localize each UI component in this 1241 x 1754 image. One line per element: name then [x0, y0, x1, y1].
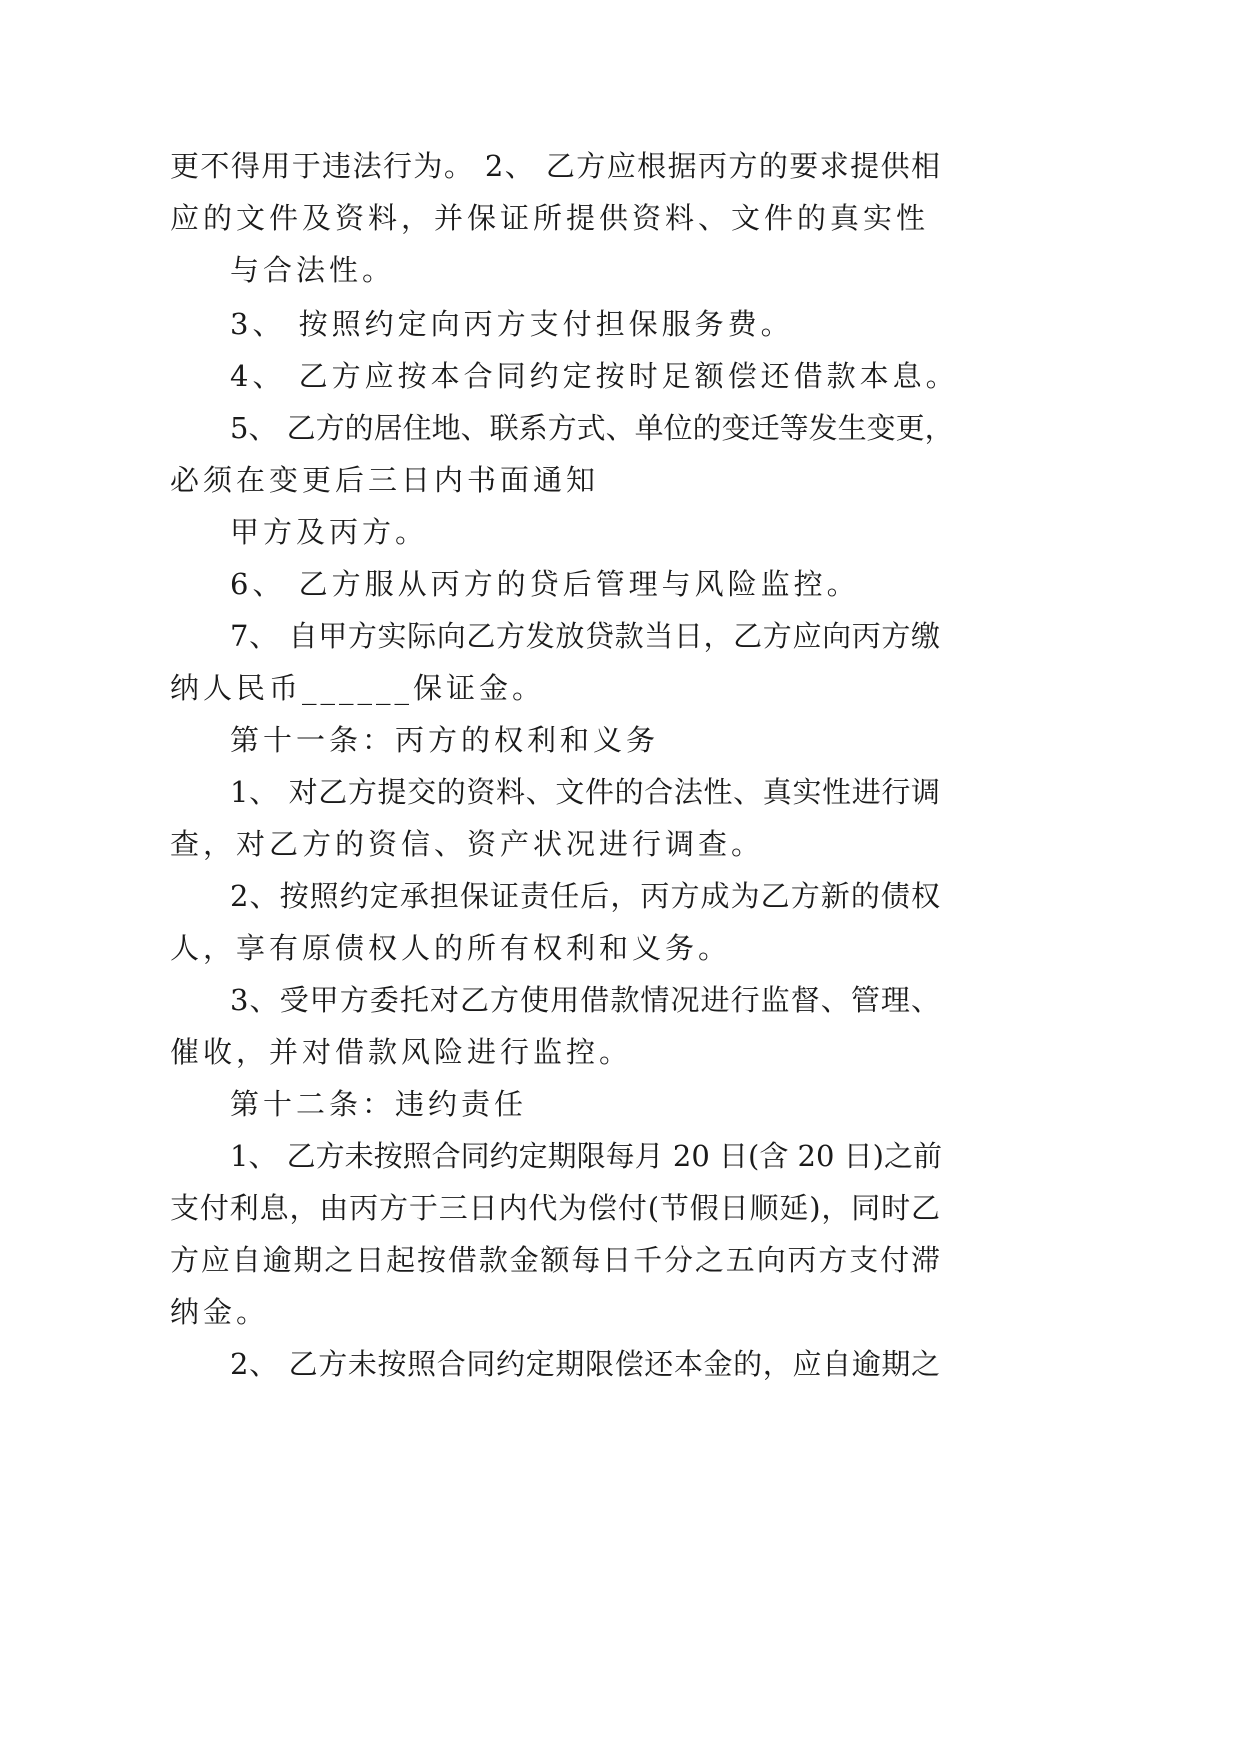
- text-line: 与合法性。: [230, 253, 396, 287]
- text-line: 支付利息，由丙方于三日内代为偿付(节假日顺延)，同时乙: [170, 1191, 940, 1225]
- list-item: 2、按照约定承担保证责任后，丙方成为乙方新的债权: [230, 879, 940, 913]
- section-heading: 第十二条：违约责任: [230, 1087, 528, 1121]
- list-item: 1、 对乙方提交的资料、文件的合法性、真实性进行调: [230, 775, 940, 809]
- text-line: 查，对乙方的资信、资产状况进行调查。: [170, 827, 765, 861]
- list-item: 1、 乙方未按照合同约定期限每月 20 日(含 20 日)之前: [230, 1139, 942, 1173]
- text-line: 必须在变更后三日内书面通知: [170, 463, 600, 497]
- text-line: 人，享有原债权人的所有权利和义务。: [170, 931, 732, 965]
- list-item: 3、受甲方委托对乙方使用借款情况进行监督、管理、: [230, 983, 940, 1017]
- text-line: 催收，并对借款风险进行监控。: [170, 1035, 633, 1069]
- list-item: 3、 按照约定向丙方支付担保服务费。: [230, 307, 794, 341]
- text-line: 纳金。: [170, 1295, 270, 1329]
- list-item: 2、 乙方未按照合同约定期限偿还本金的，应自逾期之: [230, 1347, 940, 1381]
- list-item: 5、 乙方的居住地、联系方式、单位的变迁等发生变更，: [230, 411, 954, 445]
- text-line: 方应自逾期之日起按借款金额每日千分之五向丙方支付滞: [170, 1243, 940, 1277]
- text-line: 更不得用于违法行为。 2、 乙方应根据丙方的要求提供相: [170, 149, 940, 183]
- text-line: 甲方及丙方。: [230, 515, 429, 549]
- text-line: 纳人民币______保证金。: [170, 671, 546, 705]
- list-item: 4、 乙方应按本合同约定按时足额偿还借款本息。: [230, 359, 959, 393]
- section-heading: 第十一条：丙方的权利和义务: [230, 723, 660, 757]
- list-item: 6、 乙方服从丙方的贷后管理与风险监控。: [230, 567, 860, 601]
- text-line: 应的文件及资料，并保证所提供资料、文件的真实性: [170, 201, 930, 235]
- list-item: 7、 自甲方实际向乙方发放贷款当日，乙方应向丙方缴: [230, 619, 940, 653]
